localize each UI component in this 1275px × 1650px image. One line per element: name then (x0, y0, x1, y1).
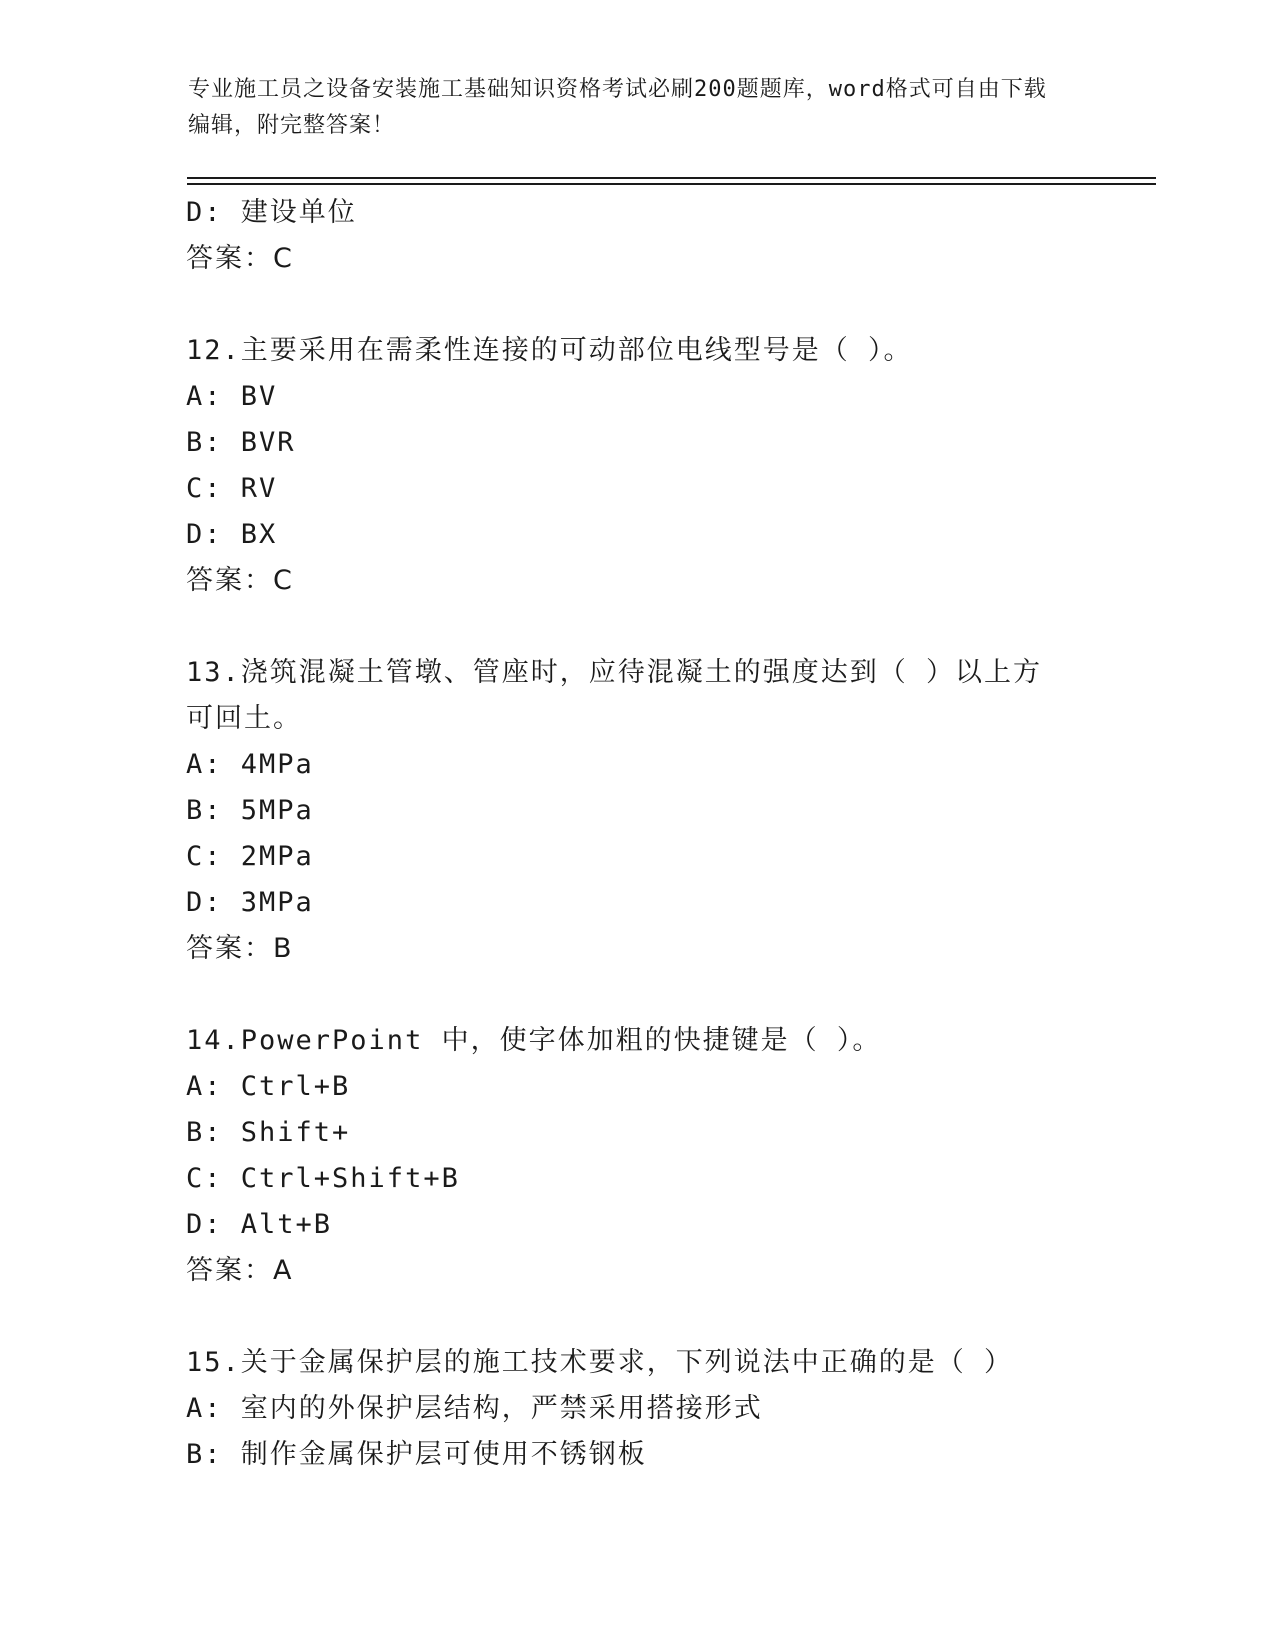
answer: 答案：B (186, 933, 294, 964)
header-rule-bottom (187, 183, 1156, 185)
header-text: 专业施工员之设备安装施工基础知识资格考试必刷200题题库，word格式可自由下载编辑，附完整答案！ (188, 77, 1047, 138)
spacer (186, 282, 1086, 328)
option-a: A: Ctrl+B (186, 1071, 351, 1102)
option-a: A: 4MPa (186, 749, 314, 780)
spacer (186, 1294, 1086, 1340)
question-stem: 13.浇筑混凝土管墩、管座时，应待混凝土的强度达到（ ）以上方可回土。 (186, 657, 1043, 734)
option-a: A: BV (186, 381, 278, 412)
question-stem: 12.主要采用在需柔性连接的可动部位电线型号是（ ）。 (186, 335, 913, 366)
option-c: C: RV (186, 473, 278, 504)
option-c: C: 2MPa (186, 841, 314, 872)
option-b: B: 5MPa (186, 795, 314, 826)
question-14 (186, 1018, 1086, 1294)
option-d: D: Alt+B (186, 1209, 333, 1240)
spacer (186, 972, 1086, 1018)
option-a: A: 室内的外保护层结构，严禁采用搭接形式 (186, 1393, 763, 1424)
option-d: D: 3MPa (186, 887, 314, 918)
question-12 (186, 328, 1086, 604)
question-stem: 14.PowerPoint 中，使字体加粗的快捷键是（ ）。 (186, 1025, 882, 1056)
prev-option-d: D: 建设单位 (186, 197, 357, 228)
question-13 (186, 650, 1086, 972)
prev-answer: 答案：C (186, 243, 294, 274)
question-15 (186, 1340, 1086, 1478)
header-rule-top (187, 177, 1156, 179)
option-b: B: 制作金属保护层可使用不锈钢板 (186, 1439, 647, 1470)
option-b: B: Shift+ (186, 1117, 351, 1148)
option-d: D: BX (186, 519, 278, 550)
question-list (186, 190, 1086, 1478)
answer: 答案：C (186, 565, 294, 596)
question-stem: 15.关于金属保护层的施工技术要求，下列说法中正确的是（ ） (186, 1347, 1014, 1378)
answer: 答案：A (186, 1255, 294, 1286)
option-c: C: Ctrl+Shift+B (186, 1163, 460, 1194)
spacer (186, 604, 1086, 650)
document-header (188, 72, 1068, 144)
option-b: B: BVR (186, 427, 296, 458)
